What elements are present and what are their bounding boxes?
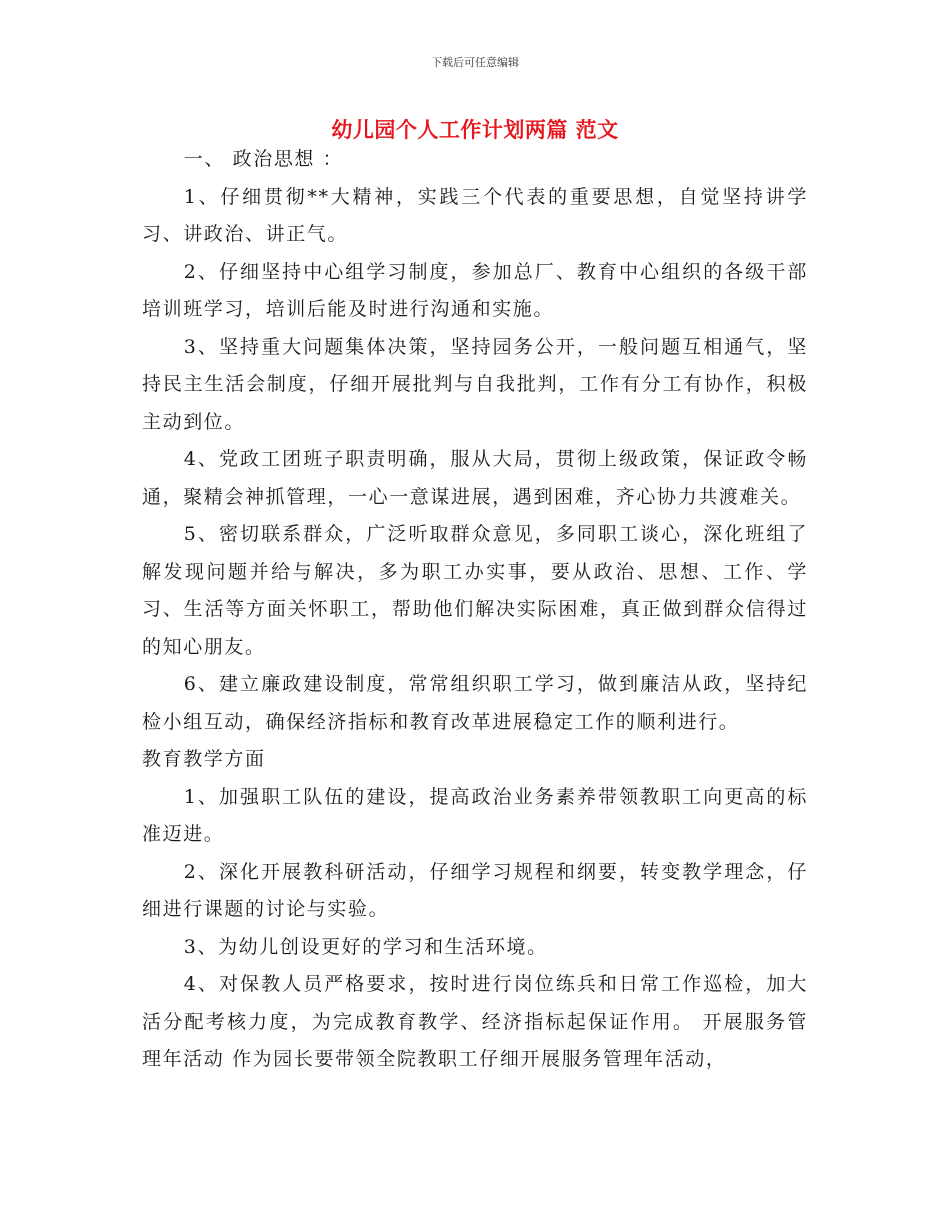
paragraph: 2、深化开展教科研活动，仔细学习规程和纲要，转变教学理念，仔细进行课题的讨论与实验。 — [142, 860, 808, 920]
document-body — [142, 141, 808, 1079]
paragraph: 1、仔细贯彻**大精神，实践三个代表的重要思想，自觉坚持讲学习、讲政治、讲正气。 — [142, 185, 808, 245]
paragraph: 6、建立廉政建设制度，常常组织职工学习，做到廉洁从政，坚持纪检小组互动，确保经济指标和教育改革进展稳定工作的顺利进行。 — [142, 673, 808, 733]
paragraph: 3、为幼儿创设更好的学习和生活环境。 — [183, 935, 548, 958]
paragraph: 2、仔细坚持中心组学习制度，参加总厂、教育中心组织的各级干部培训班学习，培训后能及时进行沟通和实施。 — [142, 260, 808, 320]
document-title: 幼儿园个人工作计划两篇 范文 — [331, 117, 619, 142]
paragraph: 3、坚持重大问题集体决策，坚持园务公开，一般问题互相通气，坚持民主生活会制度，仔细开展批判与自我批判，工作有分工有协作，积极主动到位。 — [142, 335, 808, 433]
section-heading-politics: 一、 政治思想 ： — [183, 148, 344, 170]
section-heading-education: 教育教学方面 — [142, 748, 266, 770]
header-note: 下载后可任意编辑 — [431, 56, 519, 69]
paragraph: 4、对保教人员严格要求，按时进行岗位练兵和日常工作巡检，加大活分配考核力度，为完成教育教学、经济指标起保证作用。 开展服务管理年活动 作为园长要带领全院教职工仔细开展服务管理年活动， — [142, 973, 808, 1070]
paragraph: 1、加强职工队伍的建设，提高政治业务素养带领教职工向更高的标准迈进。 — [142, 785, 808, 845]
paragraph: 5、密切联系群众，广泛听取群众意见，多同职工谈心，深化班组了解发现问题并给与解决，多为职工办实事，要从政治、思想、工作、学习、生活等方面关怀职工，帮助他们解决实际困难，真正做到群众信得过的知心朋友。 — [142, 523, 808, 658]
paragraph: 4、党政工团班子职责明确，服从大局，贯彻上级政策，保证政令畅通，聚精会神抓管理，一心一意谋进展，遇到困难，齐心协力共渡难关。 — [142, 448, 808, 508]
